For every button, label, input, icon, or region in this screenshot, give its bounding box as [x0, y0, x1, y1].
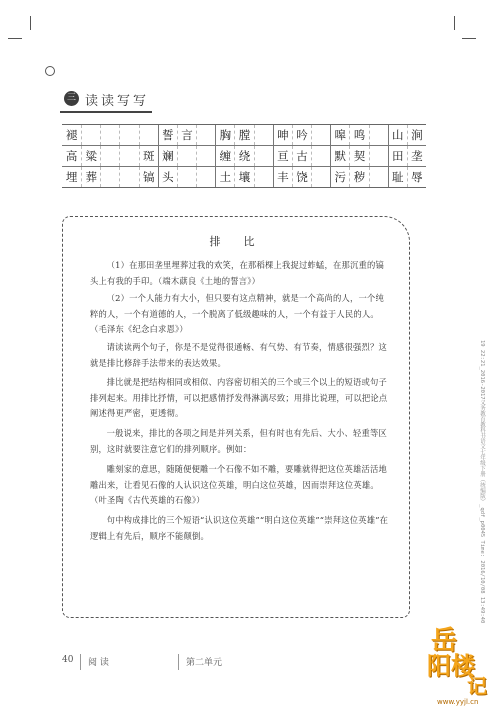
watermark-site: www.yyjl.cn: [437, 698, 479, 706]
word-grid-cell: 耻: [388, 167, 407, 187]
section-number-icon: 三: [64, 91, 79, 106]
word-grid-cell: 嗥: [330, 125, 349, 145]
word-grid-cell: 古: [292, 146, 311, 166]
word-grid-cell: 山: [388, 125, 407, 145]
print-side-note: 19 22:21_2016-2017义务教育教科书语文七年级下册（统编版）_qdf_p0045 Time: 2016/10/08 13:49:40: [479, 340, 485, 624]
box-title: 排 比: [209, 235, 261, 248]
word-grid-cell: [369, 146, 388, 166]
footer-column: 阅 读: [88, 658, 109, 668]
crop-mark-top-left-h: [8, 38, 22, 39]
word-grid-cell: 镐: [139, 167, 158, 187]
word-grid-cell: [119, 167, 138, 187]
word-grid-cell: 丰: [273, 167, 292, 187]
word-grid-cell: 污: [330, 167, 349, 187]
word-grid-cell: 亘: [273, 146, 292, 166]
word-grid-cell: [311, 167, 330, 187]
watermark-char-2: 阳楼: [427, 652, 475, 680]
word-grid-cell: [311, 125, 330, 145]
word-grid-cell: 葬: [81, 167, 100, 187]
word-grid-cell: [369, 125, 388, 145]
crop-mark-top-left-v: [30, 16, 31, 30]
crop-mark-top-right-h: [462, 38, 476, 39]
word-grid-row: [62, 145, 426, 166]
word-grid-row: [62, 125, 426, 145]
footer-unit: 第二单元: [186, 658, 223, 668]
word-grid-cell: 埋: [65, 170, 78, 184]
watermark-char-3: 记: [467, 674, 487, 698]
word-grid-cell: [177, 167, 196, 187]
footer-divider-2: [178, 654, 179, 670]
word-grid-cell: 默: [330, 146, 349, 166]
word-grid-cell: [254, 167, 273, 187]
definition-paragraph: 排比就是把结构相同或相似、内容密切相关的三个或三个以上的短语或句子排列起来。用排比抒情，可以把感情抒发得淋漓尽致；用排比说理，可以把论点阐述得更严密，更透彻。: [90, 377, 388, 418]
word-grid-cell: 饶: [292, 167, 311, 187]
footer-divider-1: [80, 654, 81, 670]
word-grid-cell: [139, 125, 158, 145]
word-grid-cell: 壤: [234, 167, 253, 187]
word-grid: [62, 124, 426, 188]
word-grid-cell: [81, 125, 100, 145]
example-quote-paragraph: 雕刻家的意思，随随便便雕一个石像不如不雕，要雕就得把这位英雄活活地雕出来，让看见石像的人认识这位英雄，明白这位英雄，因而崇拜这位英雄。（叶圣陶《古代英雄的石像》）: [90, 464, 387, 505]
example-sentence-1: （1）在那田垄里埋葬过我的欢笑，在那稻棵上我捉过蚱蜢，在那沉重的镐头上有我的手印。（端木蕻良《土地的誓言》）: [90, 260, 384, 286]
word-grid-cell: [196, 167, 215, 187]
word-grid-cell: 高: [65, 149, 78, 163]
word-grid-cell: [196, 146, 215, 166]
word-grid-cell: 涧: [407, 125, 426, 145]
section-title: 读读写写: [85, 94, 150, 109]
word-grid-cell: 斓: [158, 146, 177, 166]
page-number: 40: [62, 655, 74, 665]
watermark-char-1: 岳: [431, 626, 458, 656]
word-grid-row: [62, 166, 426, 187]
section-underline: [60, 111, 152, 113]
explanation-paragraph: 句中构成排比的三个短语“认识这位英雄”“明白这位英雄”“崇拜这位英雄”在逻辑上有先后，顺序不能颠倒。: [90, 515, 389, 541]
word-grid-cell: 土: [215, 167, 234, 187]
word-grid-cell: [100, 146, 119, 166]
example-sentence-2: （2）一个人能力有大小，但只要有这点精神，就是一个高尚的人，一个纯粹的人，一个有道德的人，一个脱离了低级趣味的人，一个有益于人民的人。（毛泽东《纪念白求恩》）: [90, 293, 384, 334]
word-grid-cell: 褪: [65, 128, 78, 142]
word-grid-cell: 绕: [234, 146, 253, 166]
word-grid-cell: 斑: [139, 146, 158, 166]
word-grid-cell: 粱: [81, 146, 100, 166]
word-grid-cell: 垄: [407, 146, 426, 166]
word-grid-cell: [254, 146, 273, 166]
word-grid-cell: 鸣: [349, 125, 368, 145]
word-grid-cell: 秽: [349, 167, 368, 187]
word-grid-cell: 誓: [158, 125, 177, 145]
word-grid-cell: 契: [349, 146, 368, 166]
word-grid-cell: [311, 146, 330, 166]
order-paragraph: 一般说来，排比的各项之间是并列关系，但有时也有先后、大小、轻重等区别，这时就要注意它们的排列顺序。例如：: [90, 428, 387, 454]
word-grid-cell: 缠: [215, 146, 234, 166]
word-grid-cell: 呻: [273, 125, 292, 145]
word-grid-cell: 膛: [234, 125, 253, 145]
word-grid-cell: [100, 167, 119, 187]
word-grid-cell: [177, 146, 196, 166]
word-grid-cell: 胸: [215, 125, 234, 145]
watermark-logo: [427, 620, 497, 710]
word-grid-cell: 田: [388, 146, 407, 166]
word-grid-cell: [254, 125, 273, 145]
word-grid-cell: 辱: [407, 167, 426, 187]
word-grid-cell: [119, 125, 138, 145]
word-grid-cell: [369, 167, 388, 187]
word-grid-cell: 言: [177, 125, 196, 145]
registration-mark-icon: [45, 66, 55, 76]
word-grid-cell: [100, 125, 119, 145]
question-paragraph: 请读读两个句子，你是不是觉得很通畅、有气势、有节奏，情感很强烈？这就是排比修辞手法带来的表达效果。: [90, 342, 387, 368]
word-grid-cell: [119, 146, 138, 166]
crop-mark-top-right-v: [454, 16, 455, 30]
word-grid-cell: 吟: [292, 125, 311, 145]
word-grid-cell: [196, 125, 215, 145]
word-grid-cell: 头: [158, 167, 177, 187]
